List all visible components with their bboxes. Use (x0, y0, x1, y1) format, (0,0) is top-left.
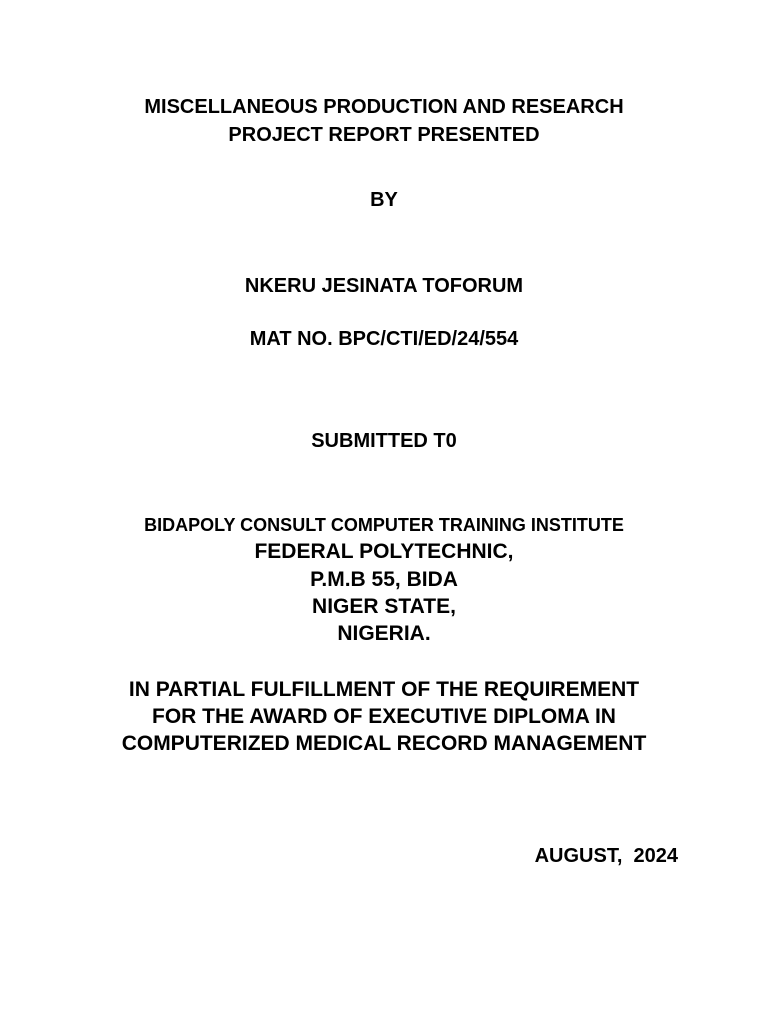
institution-country: NIGERIA. (337, 622, 431, 645)
institution-state: NIGER STATE, (312, 595, 456, 618)
by-label: BY (370, 189, 398, 211)
institution-line-2: FEDERAL POLYTECHNIC, (254, 540, 514, 563)
institution-address: P.M.B 55, BIDA (310, 568, 458, 591)
title-line-2: PROJECT REPORT PRESENTED (228, 124, 540, 146)
purpose-line-2: FOR THE AWARD OF EXECUTIVE DIPLOMA IN (152, 705, 616, 728)
title-line-1: MISCELLANEOUS PRODUCTION AND RESEARCH (144, 96, 624, 118)
institution-name: BIDAPOLY CONSULT COMPUTER TRAINING INSTITUTE (144, 515, 624, 535)
matriculation-number: MAT NO. BPC/CTI/ED/24/554 (249, 328, 519, 350)
author-name: NKERU JESINATA TOFORUM (244, 275, 524, 297)
purpose-line-1: IN PARTIAL FULFILLMENT OF THE REQUIREMENT (128, 678, 640, 701)
purpose-line-3: COMPUTERIZED MEDICAL RECORD MANAGEMENT (121, 732, 647, 755)
submitted-to-label: SUBMITTED T0 (311, 430, 457, 452)
submission-date: AUGUST, 2024 (534, 845, 678, 867)
